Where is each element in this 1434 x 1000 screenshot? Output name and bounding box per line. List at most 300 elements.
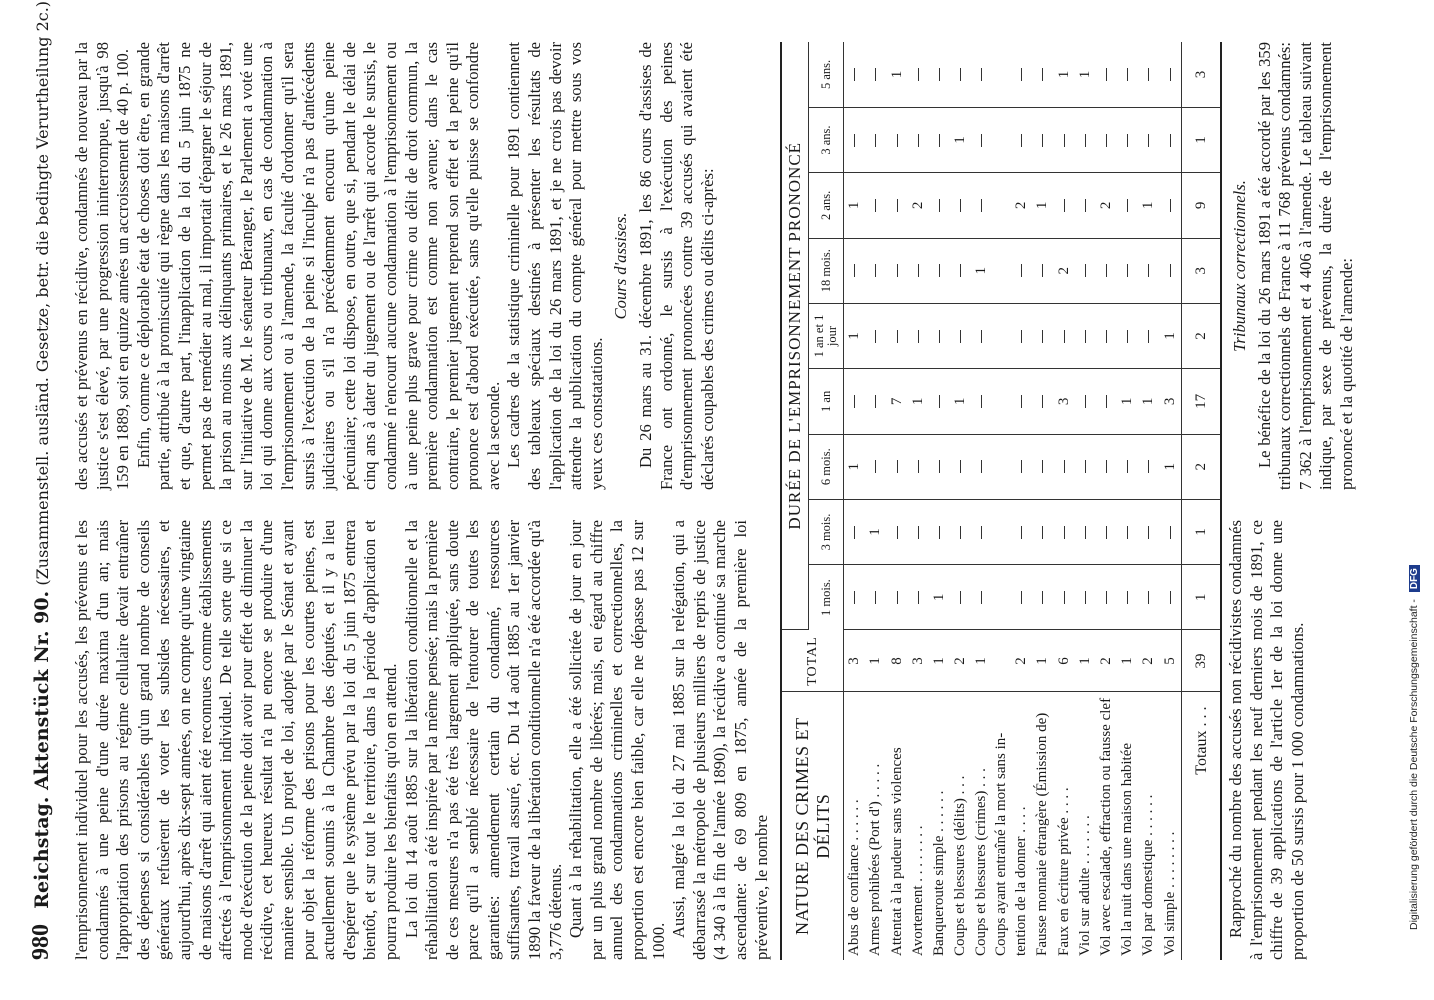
row-cell-empty (950, 303, 971, 368)
paragraph: Rapproché du nombre des accusés non récidivistes condamnés à l'emprisonnement pendant les neuf derniers mois de 1891, ce chiffre de 39 applications de l'article 1er de la loi donne une proportion de 50 sursis pour 1 000 condamnations. (1226, 520, 1307, 960)
row-cell-empty (992, 42, 1011, 107)
column-header-total: TOTAL (782, 630, 844, 692)
row-total: 2 (1138, 630, 1159, 692)
row-cell-empty (908, 434, 929, 499)
dash-mark (960, 591, 961, 604)
dash-mark (939, 134, 940, 147)
row-total: 1 (1075, 630, 1096, 692)
dash-mark (1021, 264, 1022, 277)
row-cell-empty (1159, 565, 1181, 630)
dash-mark (1085, 134, 1086, 147)
row-label: Faux en écriture privée . . . . (1055, 787, 1072, 956)
duration-header: 3 mois. (809, 499, 844, 564)
dash-mark (1042, 526, 1043, 539)
paragraph: Quant à la réhabilitation, elle a été sollicitée de jour en jour par un plus grand nombre de libérés; mais, eu égard au chiffre annuel des condamnations criminelles et correctionnelles, la proportion est encore bien faible, car elle ne dépasse pas 12 sur 1000. (566, 520, 668, 960)
right-column (72, 42, 762, 490)
dash-mark (1106, 395, 1107, 408)
row-cell-value: 1 (1159, 434, 1181, 499)
header-subtitle: (Zusammenstell. ausländ. Gesetze, betr. die bedingte Verurtheilung 2c.) (33, 0, 52, 586)
row-cell-value: 2 (1054, 238, 1075, 303)
row-cell-empty (908, 499, 929, 564)
row-cell-value: 1 (1032, 173, 1053, 238)
row-cell-empty (1075, 565, 1096, 630)
row-cell-empty (971, 303, 992, 368)
dash-mark (897, 134, 898, 147)
dash-mark (1148, 591, 1149, 604)
row-cell-empty (992, 434, 1011, 499)
dash-mark (918, 68, 919, 81)
row-cell-empty (1075, 499, 1096, 564)
row-cell-empty (1075, 369, 1096, 434)
row-cell-value: 1 (865, 499, 886, 564)
table-row (865, 42, 886, 960)
dash-mark (1064, 134, 1065, 147)
dash-mark (1021, 330, 1022, 343)
row-cell-value: 2 (908, 173, 929, 238)
dash-mark (897, 330, 898, 343)
row-cell-empty (865, 303, 886, 368)
paragraph: Le bénéfice de la loi du 26 mars 1891 a été accordé par les 359 tribunaux correctionnels de France à 11 768 prévenus condamnés: 7 362 à l'emprisonnement et 4 406 à l'amende. Le tableau suivant indique, par sexe de prévenus, la durée de l'emprisonnement prononcé et la quotité de l'amende: (1254, 42, 1356, 490)
table-row (1138, 42, 1159, 960)
totals-cell: 3 (1182, 238, 1221, 303)
dash-mark (1064, 199, 1065, 212)
paragraph: La loi du 14 août 1885 sur la libération conditionnelle et la réhabilitation a été inspirée par la même pensée; mais la première de ces mesures n'a pas été très largement appliquée, sans doute parce qu'il a semblé nécessaire de l'entourer de toutes les garanties: amendement certain du condamné, ressources suffisantes, travail assuré, etc. Du 14 août 1885 au 1er janvier 1890 la faveur de la libération conditionnelle n'a été accordée qu'à 3,776 détenus. (401, 520, 565, 960)
row-cell-empty (844, 107, 866, 172)
row-cell-empty (950, 499, 971, 564)
dash-mark (1148, 68, 1149, 81)
row-cell-value: 1 (950, 107, 971, 172)
row-cell-empty (992, 565, 1011, 630)
dash-mark (1042, 460, 1043, 473)
dash-mark (1148, 460, 1149, 473)
row-cell-empty (1096, 499, 1117, 564)
dash-mark (1106, 134, 1107, 147)
paragraph: Du 26 mars au 31. décembre 1891, les 86 cours d'assises de France ont ordonné, le sursis à l'exécution des peines d'emprisonnement prononcées contre 39 accusés qui avaient été déclarés coupables des crimes ou délits ci-après: (636, 42, 717, 490)
row-label: Banqueroute simple . . . . . . (930, 790, 947, 956)
dash-mark (854, 526, 855, 539)
row-cell-empty (992, 107, 1011, 172)
dash-mark (897, 264, 898, 277)
dash-mark (875, 460, 876, 473)
row-label: Avortement . . . . . . . . (909, 825, 926, 956)
table-row (1011, 42, 1032, 960)
row-cell-empty (992, 499, 1011, 564)
table-row (971, 42, 992, 960)
row-cell-empty (1117, 173, 1138, 238)
row-cell-empty (992, 238, 1011, 303)
row-cell-empty (1117, 303, 1138, 368)
dash-mark (1021, 460, 1022, 473)
dash-mark (981, 134, 982, 147)
row-cell-empty (908, 565, 929, 630)
dash-mark (918, 134, 919, 147)
row-cell-empty (865, 434, 886, 499)
dash-mark (960, 264, 961, 277)
dash-mark (918, 591, 919, 604)
dash-mark (897, 526, 898, 539)
dash-mark (1085, 526, 1086, 539)
table-row (1096, 42, 1117, 960)
totals-cell: 1 (1182, 107, 1221, 172)
dash-mark (960, 526, 961, 539)
row-total: 5 (1159, 630, 1181, 692)
row-total: 1 (1032, 630, 1053, 692)
row-label: Fausse monnaie étrangère (Émission de) (1034, 712, 1051, 956)
dash-mark (1085, 199, 1086, 212)
dash-mark (1042, 264, 1043, 277)
dash-mark (981, 199, 982, 212)
row-cell-empty (887, 107, 908, 172)
row-cell-value: 3 (1054, 369, 1075, 434)
row-cell-empty (950, 42, 971, 107)
dash-mark (1127, 330, 1128, 343)
row-cell-empty (1075, 238, 1096, 303)
dash-mark (1106, 526, 1107, 539)
duration-header: 1 an (809, 369, 844, 434)
dash-mark (1148, 330, 1149, 343)
dash-mark (1106, 591, 1107, 604)
row-cell-empty (1075, 107, 1096, 172)
table-row (844, 42, 866, 960)
sentence-table (780, 42, 1222, 960)
row-cell-empty (887, 173, 908, 238)
dash-mark (1085, 330, 1086, 343)
row-cell-value: 1 (971, 238, 992, 303)
row-cell-empty (929, 369, 950, 434)
dash-mark (897, 591, 898, 604)
row-cell-empty (929, 107, 950, 172)
row-cell-empty (1011, 565, 1032, 630)
paragraph: Aussi, malgré la loi du 27 mai 1885 sur la relégation, qui a débarrassé la métropole de plusieurs milliers de repris de justice (4 340 à la fin de l'année 1890), la récidive a continué sa marche ascendante: de 69 809 en 1875, année de la première loi préventive, le nombre (669, 520, 771, 960)
dash-mark (1148, 134, 1149, 147)
dash-mark (854, 68, 855, 81)
row-cell-empty (971, 173, 992, 238)
row-total: 1 (929, 630, 950, 692)
row-total: 2 (950, 630, 971, 692)
row-cell-empty (1159, 42, 1181, 107)
row-cell-empty (971, 42, 992, 107)
row-cell-empty (971, 107, 992, 172)
dash-mark (939, 460, 940, 473)
dash-mark (1042, 395, 1043, 408)
row-cell-empty (887, 238, 908, 303)
row-cell-empty (908, 238, 929, 303)
row-cell-value: 1 (844, 173, 866, 238)
totals-label: Totaux . . . (1182, 692, 1221, 960)
dash-mark (1148, 264, 1149, 277)
dash-mark (1042, 68, 1043, 81)
duration-header: 5 ans. (809, 42, 844, 107)
dash-mark (960, 68, 961, 81)
row-cell-empty (1032, 369, 1053, 434)
row-cell-empty (1096, 303, 1117, 368)
dash-mark (1170, 526, 1171, 539)
row-label: Viol sur adulte . . . . . . . (1076, 815, 1093, 956)
row-label: tention de la donner . . . . (1013, 806, 1030, 956)
header-title: Reichstag. Aktenstück Nr. 90. (31, 590, 53, 909)
table-body (844, 42, 1221, 960)
row-cell-empty (950, 565, 971, 630)
totals-row (1182, 42, 1221, 960)
row-cell-value: 1 (929, 565, 950, 630)
row-cell-empty (1054, 107, 1075, 172)
row-cell-empty (1032, 499, 1053, 564)
row-cell-value: 2 (1096, 173, 1117, 238)
row-cell-value: 1 (1138, 369, 1159, 434)
row-cell-empty (865, 565, 886, 630)
row-cell-empty (1011, 369, 1032, 434)
row-cell-empty (971, 434, 992, 499)
row-label: Vol simple . . . . . . . . (1161, 831, 1178, 956)
row-cell-empty (887, 565, 908, 630)
row-cell-empty (844, 369, 866, 434)
row-cell-empty (844, 499, 866, 564)
row-cell-empty (1096, 42, 1117, 107)
row-cell-empty (908, 42, 929, 107)
totals-cell: 1 (1182, 499, 1221, 564)
paragraph: Enfin, comme ce déplorable état de choses doit être, en grande partie, attribué à la promiscuité qui règne dans les maisons d'arrêt et que, d'autre part, l'inapplication de la loi du 5 juin 1875 ne permet pas de remédier au mal, il importait d'épargner le séjour de la prison au moins aux délinquants primaires, et le 26 mars 1891, sur l'initiative de M. le sénateur Béranger, le Parlement a voté une loi qui donne aux cours ou tribunaux, en cas de condamnation à l'emprisonnement ou à l'amende, la faculté d'ordonner qu'il sera sursis à l'exécution de la peine si l'inculpé n'a pas d'antécédents judiciaires ou s'il n'a précédemment encouru qu'une peine pécuniaire; cette loi dispose, en outre, que si, pendant le délai de cinq ans à dater du jugement ou de l'arrêt qui accorde le sursis, le condamné n'encourt aucune condamnation à l'emprisonnement ou à une peine plus grave pour crime ou délit de droit commun, la première condamnation est comme non avenue; dans le cas contraire, le premier jugement reprend son effet et la peine qu'il prononce est d'abord exécutée, sans qu'elle puisse se confondre avec la seconde. (133, 42, 503, 490)
row-cell-value: 1 (844, 303, 866, 368)
row-label: Attentat à la pudeur sans violences (888, 747, 905, 956)
row-total: 1 (971, 630, 992, 692)
row-cell-empty (992, 303, 1011, 368)
row-cell-empty (1117, 565, 1138, 630)
row-cell-empty (971, 499, 992, 564)
dash-mark (1064, 460, 1065, 473)
row-cell-empty (1138, 238, 1159, 303)
row-cell-empty (1054, 565, 1075, 630)
row-cell-value: 1 (908, 369, 929, 434)
dash-mark (1042, 330, 1043, 343)
dash-mark (1085, 395, 1086, 408)
row-cell-empty (1096, 238, 1117, 303)
bottom-left-column (1226, 520, 1346, 960)
table-row (950, 42, 971, 960)
row-cell-empty (865, 369, 886, 434)
dash-mark (1127, 199, 1128, 212)
row-cell-empty (887, 303, 908, 368)
row-cell-empty (929, 42, 950, 107)
dash-mark (918, 460, 919, 473)
dash-mark (1085, 264, 1086, 277)
table-row (1054, 42, 1075, 960)
row-cell-empty (929, 434, 950, 499)
totals-cell: 3 (1182, 42, 1221, 107)
dash-mark (939, 199, 940, 212)
row-cell-empty (1117, 434, 1138, 499)
row-cell-empty (908, 107, 929, 172)
bottom-right-column (1226, 42, 1356, 490)
dash-mark (1127, 264, 1128, 277)
row-cell-value: 1 (887, 42, 908, 107)
dash-mark (1170, 134, 1171, 147)
table-row (1032, 42, 1053, 960)
row-label: Abus de confiance . . . . . . (846, 799, 863, 956)
row-cell-empty (1117, 238, 1138, 303)
dash-mark (1127, 526, 1128, 539)
table-row (908, 42, 929, 960)
dash-mark (897, 199, 898, 212)
row-cell-empty (1159, 173, 1181, 238)
digitization-text: Digitalisierung gefördert durch die Deutsche Forschungsgemeinschaft - (1408, 599, 1420, 930)
row-cell-empty (1075, 434, 1096, 499)
row-cell-empty (1032, 303, 1053, 368)
dash-mark (960, 199, 961, 212)
row-cell-value: 1 (1054, 42, 1075, 107)
row-cell-empty (1138, 434, 1159, 499)
row-cell-empty (929, 173, 950, 238)
dash-mark (1042, 134, 1043, 147)
row-cell-empty (1159, 499, 1181, 564)
dash-mark (1021, 395, 1022, 408)
row-label: Vol par domestique . . . . . . (1140, 794, 1157, 956)
dash-mark (1021, 591, 1022, 604)
dash-mark (854, 591, 855, 604)
paragraph: des accusés et prévenus en récidive, condamnés de nouveau par la justice s'est élevé, par une progression ininterrompue, jusqu'à 98 159 en 1889, soit en quinze années un accroissement de 40 p. 100. (72, 42, 133, 490)
row-cell-empty (887, 434, 908, 499)
dash-mark (1021, 134, 1022, 147)
row-cell-empty (1138, 42, 1159, 107)
paragraph: Les cadres de la statistique criminelle pour 1891 contiennent des tableaux spéciaux destinés à présenter les résultats de l'application de la loi du 26 mars 1891, et je ne crois pas devoir attendre la publication du compte général pour mettre sous vos yeux ces constatations. (504, 42, 606, 490)
dash-mark (918, 330, 919, 343)
row-cell-empty (865, 173, 886, 238)
dash-mark (1127, 460, 1128, 473)
row-total: 2 (1011, 630, 1032, 692)
totals-cell: 2 (1182, 434, 1221, 499)
row-cell-empty (1032, 107, 1053, 172)
row-cell-empty (865, 238, 886, 303)
row-cell-value: 1 (1075, 42, 1096, 107)
row-total: 8 (887, 630, 908, 692)
row-label: Coups ayant entraîné la mort sans in- (993, 732, 1010, 956)
dash-mark (875, 591, 876, 604)
row-cell-empty (1054, 173, 1075, 238)
dash-mark (1064, 526, 1065, 539)
row-cell-empty (887, 499, 908, 564)
row-cell-empty (1138, 565, 1159, 630)
section-heading-tribunaux: Tribunaux correctionnels. (1230, 180, 1249, 352)
row-cell-empty (1011, 107, 1032, 172)
row-label: Coups et blessures (crimes) . . . (973, 768, 990, 956)
row-cell-empty (1159, 238, 1181, 303)
duration-header: 6 mois. (809, 434, 844, 499)
dash-mark (1064, 591, 1065, 604)
row-total: 3 (908, 630, 929, 692)
dash-mark (960, 460, 961, 473)
dash-mark (1127, 68, 1128, 81)
row-cell-empty (1032, 238, 1053, 303)
table-row (1075, 42, 1096, 960)
row-cell-empty (992, 173, 1011, 238)
digitization-note (1398, 60, 1434, 940)
dash-mark (854, 134, 855, 147)
dash-mark (1042, 591, 1043, 604)
page-header (28, 0, 68, 960)
row-cell-value: 1 (1159, 303, 1181, 368)
row-cell-empty (971, 369, 992, 434)
row-cell-empty (865, 107, 886, 172)
row-cell-empty (844, 42, 866, 107)
row-cell-empty (1011, 434, 1032, 499)
row-cell-empty (1032, 434, 1053, 499)
dash-mark (981, 395, 982, 408)
row-cell-empty (929, 303, 950, 368)
column-header-duree: DURÉE DE L'EMPRISONNEMENT PRONONCÉ (782, 42, 809, 630)
dash-mark (918, 526, 919, 539)
table-row (1117, 42, 1138, 960)
row-cell-empty (1138, 107, 1159, 172)
row-cell-empty (1075, 303, 1096, 368)
dash-mark (854, 395, 855, 408)
row-cell-empty (950, 173, 971, 238)
dash-mark (981, 330, 982, 343)
dash-mark (1127, 591, 1128, 604)
dash-mark (939, 526, 940, 539)
dash-mark (1021, 68, 1022, 81)
row-cell-empty (1138, 303, 1159, 368)
row-cell-empty (1138, 499, 1159, 564)
dfg-logo: DFG (1409, 565, 1420, 592)
totals-cell: 2 (1182, 303, 1221, 368)
row-label: Vol la nuit dans une maison habitée (1119, 742, 1136, 956)
dash-mark (918, 264, 919, 277)
dash-mark (981, 68, 982, 81)
dash-mark (1170, 199, 1171, 212)
duration-header: 2 ans. (809, 173, 844, 238)
row-cell-empty (1096, 565, 1117, 630)
row-cell-empty (1054, 434, 1075, 499)
row-total: 1 (1117, 630, 1138, 692)
dash-mark (1127, 134, 1128, 147)
totals-cell: 1 (1182, 565, 1221, 630)
row-cell-empty (1011, 303, 1032, 368)
dash-mark (1170, 591, 1171, 604)
row-cell-value: 1 (950, 369, 971, 434)
row-cell-empty (1011, 499, 1032, 564)
dash-mark (939, 330, 940, 343)
row-cell-empty (1011, 42, 1032, 107)
row-label: Vol avec escalade, effraction ou fausse clef (1097, 697, 1114, 956)
row-label: Coups et blessures (délits) . . . (952, 775, 969, 956)
left-column (72, 520, 822, 960)
row-cell-empty (1117, 499, 1138, 564)
dash-mark (1064, 330, 1065, 343)
dash-mark (1106, 68, 1107, 81)
dash-mark (981, 460, 982, 473)
row-cell-empty (950, 238, 971, 303)
row-cell-empty (844, 238, 866, 303)
column-header-nature: NATURE DES CRIMES ET DÉLITS (782, 692, 844, 960)
duration-header: 18 mois. (809, 238, 844, 303)
row-cell-value: 1 (1117, 369, 1138, 434)
row-cell-value: 2 (1011, 173, 1032, 238)
section-heading-cours: Cours d'assises. (611, 212, 631, 320)
dash-mark (1170, 264, 1171, 277)
dash-mark (1106, 460, 1107, 473)
dash-mark (939, 264, 940, 277)
row-cell-value: 1 (844, 434, 866, 499)
table-row (992, 42, 1011, 960)
row-label: Armes prohibées (Port d') . . . . . (867, 763, 884, 956)
paragraph: l'emprisonnement individuel pour les accusés, les prévenus et les condamnés à une peine d'une durée maxima d'un an; mais l'appropriation des prisons au régime cellulaire devait entraîner des dépenses si considérables qu'un grand nombre de conseils généraux refusèrent de voter les subsides nécessaires, et aujourd'hui, après dix-sept années, on ne compte qu'une vingtaine de maisons d'arrêt qui aient été reconnues comme établissements affectés à l'emprisonnement individuel. De telle sorte que si ce mode d'exécution de la peine doit avoir pour effet de diminuer la récidive, cet heureux résultat n'a pu encore se produire d'une manière sensible. Un projet de loi, adopté par le Sénat et ayant pour objet la réforme des prisons pour les courtes peines, est actuellement soumis à la Chambre des députés, et il y a lieu d'espérer que le système prévu par la loi du 5 juin 1875 entrera bientôt, et sur tout le territoire, dans la période d'application et pourra produire les bienfaits qu'on en attend. (72, 520, 400, 960)
dash-mark (939, 395, 940, 408)
row-total (992, 630, 1011, 692)
row-total: 1 (865, 630, 886, 692)
dash-mark (875, 199, 876, 212)
row-cell-empty (1117, 107, 1138, 172)
dash-mark (1085, 591, 1086, 604)
duration-header: 1 an et 1 jour (809, 303, 844, 368)
